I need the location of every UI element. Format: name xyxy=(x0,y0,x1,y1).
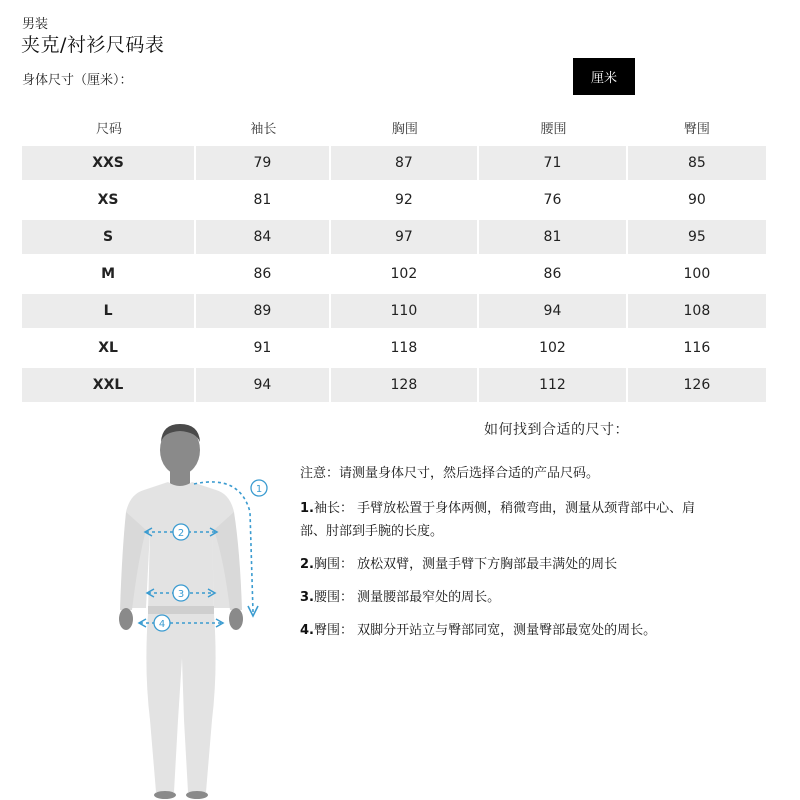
column-header-hip: 臀围 xyxy=(683,121,710,137)
table-row xyxy=(22,294,766,328)
column-header-chest: 胸围 xyxy=(391,121,418,137)
chest-cell: 128 xyxy=(331,368,480,402)
chest-cell: 97 xyxy=(331,220,480,254)
category-label: 男装 xyxy=(22,17,49,32)
note-text: 臀围： 双脚分开站立与臀部同宽，测量臀部最宽处的周长。 xyxy=(313,623,657,638)
note-item-chest xyxy=(300,553,720,576)
note-number: 3. xyxy=(300,590,314,605)
marker-2-label: 2 xyxy=(177,528,185,539)
table-row xyxy=(22,368,766,402)
note-text: 袖长： 手臂放松置于身体两侧，稍微弯曲，测量从颈背部中心、肩部、肘部到手腕的长度。 xyxy=(300,501,696,539)
hip-cell: 126 xyxy=(628,368,766,402)
sleeve-cell: 89 xyxy=(196,294,331,328)
measurement-notes xyxy=(300,462,720,652)
hip-cell: 116 xyxy=(683,340,711,356)
size-table xyxy=(22,108,766,405)
sleeve-cell: 84 xyxy=(196,220,331,254)
chest-cell: 118 xyxy=(331,331,480,365)
chest-cell: 102 xyxy=(331,257,480,291)
table-row xyxy=(22,220,766,254)
note-item-sleeve xyxy=(300,497,720,543)
hip-cell: 108 xyxy=(628,294,766,328)
body-silhouette xyxy=(119,424,243,799)
note-number: 1. xyxy=(300,501,314,516)
sleeve-cell: 94 xyxy=(196,368,331,402)
note-item-waist xyxy=(300,586,720,609)
chest-cell: 87 xyxy=(331,146,480,180)
size-cell: XXL xyxy=(22,368,196,402)
unit-cm-button[interactable]: 厘米 xyxy=(573,58,635,95)
size-cell: XXS xyxy=(22,146,196,180)
hip-cell: 90 xyxy=(687,192,706,208)
waist-cell: 81 xyxy=(479,220,628,254)
marker-1-label: 1 xyxy=(255,484,263,495)
size-cell: L xyxy=(22,294,196,328)
table-row xyxy=(22,257,766,291)
waist-cell: 71 xyxy=(479,146,628,180)
page-title: 夹克/衬衫尺码表 xyxy=(21,34,165,56)
chest-cell: 92 xyxy=(331,183,480,217)
hip-cell: 95 xyxy=(628,220,766,254)
waist-cell: 86 xyxy=(479,257,628,291)
waist-cell: 76 xyxy=(479,183,628,217)
table-header-row xyxy=(22,111,766,143)
table-row xyxy=(22,146,766,180)
column-header-waist: 腰围 xyxy=(540,121,567,137)
column-header-size: 尺码 xyxy=(96,121,123,137)
sleeve-cell: 86 xyxy=(196,257,331,291)
hip-cell: 85 xyxy=(628,146,766,180)
size-cell: XL xyxy=(22,331,196,365)
body-measurement-figure xyxy=(112,420,287,800)
unit-label: 身体尺寸（厘米）： xyxy=(22,73,133,88)
marker-4-label: 4 xyxy=(158,619,166,630)
note-item-hip xyxy=(300,619,720,642)
waist-cell: 94 xyxy=(479,294,628,328)
marker-3-label: 3 xyxy=(177,589,185,600)
table-row xyxy=(22,331,766,365)
sleeve-cell: 91 xyxy=(196,331,331,365)
note-number: 2. xyxy=(300,557,314,572)
note-text: 腰围： 测量腰部最窄处的周长。 xyxy=(313,590,501,605)
table-row xyxy=(22,183,766,217)
size-cell: S xyxy=(22,220,196,254)
hip-cell: 100 xyxy=(683,266,711,282)
chest-cell: 110 xyxy=(331,294,480,328)
column-header-sleeve: 袖长 xyxy=(250,121,277,137)
size-guide-title: 如何找到合适的尺寸： xyxy=(484,422,629,438)
note-text: 胸围： 放松双臂，测量手臂下方胸部最丰满处的周长 xyxy=(313,557,618,572)
size-cell: M xyxy=(22,257,196,291)
waist-cell: 112 xyxy=(479,368,628,402)
note-intro: 注意：请测量身体尺寸，然后选择合适的产品尺码。 xyxy=(300,466,600,481)
waist-cell: 102 xyxy=(479,331,628,365)
note-number: 4. xyxy=(300,623,314,638)
sleeve-cell: 81 xyxy=(196,183,331,217)
size-cell: XS xyxy=(22,183,196,217)
sleeve-cell: 79 xyxy=(196,146,331,180)
